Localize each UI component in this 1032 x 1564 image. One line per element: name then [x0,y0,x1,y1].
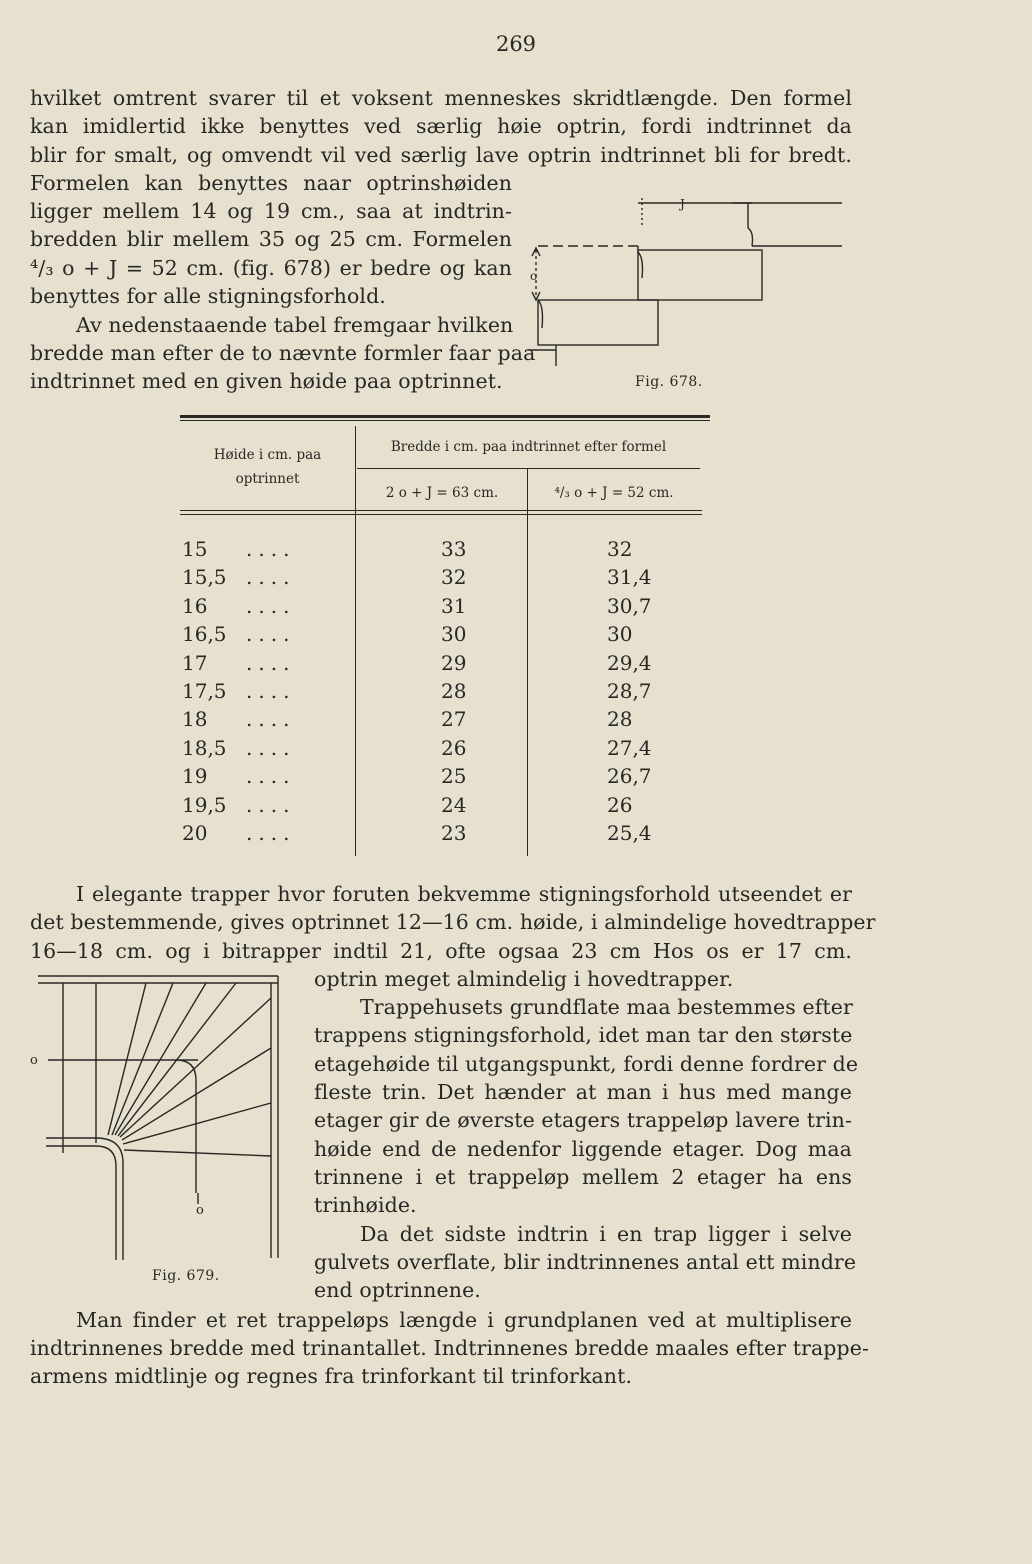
table-cell-formula-2: 27,4 [607,736,652,760]
paragraph5-line-8: trinhøide. [314,1193,417,1217]
paragraph3-line-2: bredde man efter de to nævnte formler faar paa [30,341,536,365]
figure-679-label-bottom: o [196,1203,204,1218]
table-cell-dots: .... [246,537,296,561]
table-cell-formula-1: 24 [441,793,467,817]
table-cell-formula-1: 23 [441,821,467,845]
paragraph5-line-3: etagehøide til utgangspunkt, fordi denne fordrer de [314,1052,859,1076]
table-cell-formula-2: 25,4 [607,821,652,845]
paragraph1-line-3: blir for smalt, og omvendt vil ved særlig lave optrin indtrinnet bli for bredt. [30,143,852,167]
paragraph7-line-2: indtrinnenes bredde med trinantallet. Indtrinnenes bredde maales efter trappe- [30,1336,869,1360]
table-header-formula-1: 2 o + J = 63 cm. [385,485,499,501]
paragraph2-line-2: ligger mellem 14 og 19 cm., saa at indtrin- [30,199,512,223]
paragraph2-line-4: ⁴/₃ o + J = 52 cm. (fig. 678) er bedre og kan [30,256,512,280]
table-cell-height: 16,5 [182,622,227,646]
paragraph5-line-1: Trappehusets grundflate maa bestemmes efter [360,995,853,1019]
paragraph7-line-3: armens midtlinje og regnes fra trinforkant til trinforkant. [30,1364,633,1388]
paragraph4-line-3: 16—18 cm. og i bitrapper indtil 21, ofte ogsaa 23 cm Hos os er 17 cm. [30,939,852,963]
paragraph2-line-5: benyttes for alle stigningsforhold. [30,284,386,308]
table-cell-formula-1: 33 [441,537,467,561]
table-cell-formula-1: 27 [441,707,467,731]
table-cell-dots: .... [246,651,296,675]
paragraph5-line-4: fleste trin. Det hænder at man i hus med mange [314,1080,852,1104]
table-cell-formula-1: 29 [441,651,467,675]
table-cell-formula-1: 28 [441,679,467,703]
table-header-height-line-2: optrinnet [235,471,300,487]
table-cell-formula-2: 26,7 [607,764,652,788]
table-header-rule [180,510,702,511]
figure-678-caption: Fig. 678. [635,374,703,390]
table-divider-1 [355,426,356,856]
table-cell-height: 18 [182,707,208,731]
paragraph6-line-1: Da det sidste indtrin i en trap ligger i selve [360,1222,852,1246]
table-cell-formula-2: 28 [607,707,633,731]
table-header-group: Bredde i cm. paa indtrinnet efter formel [390,439,667,455]
figure-679-label-left: o [30,1053,38,1068]
paragraph5-line-7: trinnene i et trappeløp mellem 2 etager ha ens [314,1165,852,1189]
table-cell-formula-2: 32 [607,537,633,561]
table-cell-formula-2: 30,7 [607,594,652,618]
table-cell-height: 20 [182,821,208,845]
table-cell-dots: .... [246,793,296,817]
table-cell-formula-2: 30 [607,622,633,646]
table-header-formula-2: ⁴/₃ o + J = 52 cm. [554,485,674,501]
table-header-rule-2 [180,514,702,515]
paragraph5-line-6: høide end de nedenfor liggende etager. Dog maa [314,1137,852,1161]
paragraph3-line-3: indtrinnet med en given høide paa optrinnet. [30,369,503,393]
table-cell-height: 16 [182,594,208,618]
figure-678-diagram [520,188,850,378]
table-cell-formula-1: 30 [441,622,467,646]
paragraph6-line-3: end optrinnene. [314,1278,481,1302]
table-cell-formula-2: 31,4 [607,565,652,589]
figure-678-label-o: o [530,269,538,283]
table-cell-dots: .... [246,565,296,589]
table-cell-formula-1: 25 [441,764,467,788]
paragraph1-line-2: kan imidlertid ikke benyttes ved særlig høie optrin, fordi indtrinnet da [30,114,852,138]
figure-679-diagram [30,968,288,1268]
table-cell-formula-2: 26 [607,793,633,817]
paragraph7-line-1: Man finder et ret trappeløps længde i grundplanen ved at multiplisere [76,1308,852,1332]
paragraph5-line-5: etager gir de øverste etagers trappeløp lavere trin- [314,1108,852,1132]
table-group-rule [357,468,700,469]
table-cell-height: 18,5 [182,736,227,760]
table-cell-formula-1: 31 [441,594,467,618]
table-cell-dots: .... [246,622,296,646]
table-cell-height: 15 [182,537,208,561]
table-cell-dots: .... [246,736,296,760]
table-cell-dots: .... [246,821,296,845]
paragraph4-line-2: det bestemmende, gives optrinnet 12—16 cm. høide, i almindelige hovedtrapper [30,910,876,934]
paragraph1-line-1: hvilket omtrent svarer til et voksent menneskes skridtlængde. Den formel [30,86,852,110]
table-top-rule [180,415,710,418]
paragraph4-line-4: optrin meget almindelig i hovedtrapper. [314,967,734,991]
paragraph2-line-1: Formelen kan benyttes naar optrinshøiden [30,171,512,195]
table-cell-dots: .... [246,707,296,731]
table-cell-height: 19,5 [182,793,227,817]
paragraph5-line-2: trappens stigningsforhold, idet man tar den største [314,1023,853,1047]
table-cell-height: 15,5 [182,565,227,589]
table-divider-2 [527,468,528,856]
table-cell-height: 19 [182,764,208,788]
table-top-rule-thin [180,420,710,421]
paragraph3-line-1: Av nedenstaaende tabel fremgaar hvilken [76,313,514,337]
paragraph4-line-1: I elegante trapper hvor foruten bekvemme stigningsforhold utseendet er [76,882,852,906]
table-cell-formula-2: 29,4 [607,651,652,675]
paragraph2-line-3: bredden blir mellem 35 og 25 cm. Formelen [30,227,512,251]
table-cell-height: 17 [182,651,208,675]
table-cell-formula-2: 28,7 [607,679,652,703]
table-cell-dots: .... [246,764,296,788]
table-cell-dots: .... [246,594,296,618]
table-header-height-line-1: Høide i cm. paa [213,447,322,463]
figure-679-caption: Fig. 679. [152,1268,220,1284]
figure-678-label-j: J [680,197,685,211]
page-number: 269 [495,32,537,56]
paragraph6-line-2: gulvets overflate, blir indtrinnenes antal ett mindre [314,1250,857,1274]
table-cell-formula-1: 32 [441,565,467,589]
table-cell-dots: .... [246,679,296,703]
table-cell-height: 17,5 [182,679,227,703]
table-cell-formula-1: 26 [441,736,467,760]
